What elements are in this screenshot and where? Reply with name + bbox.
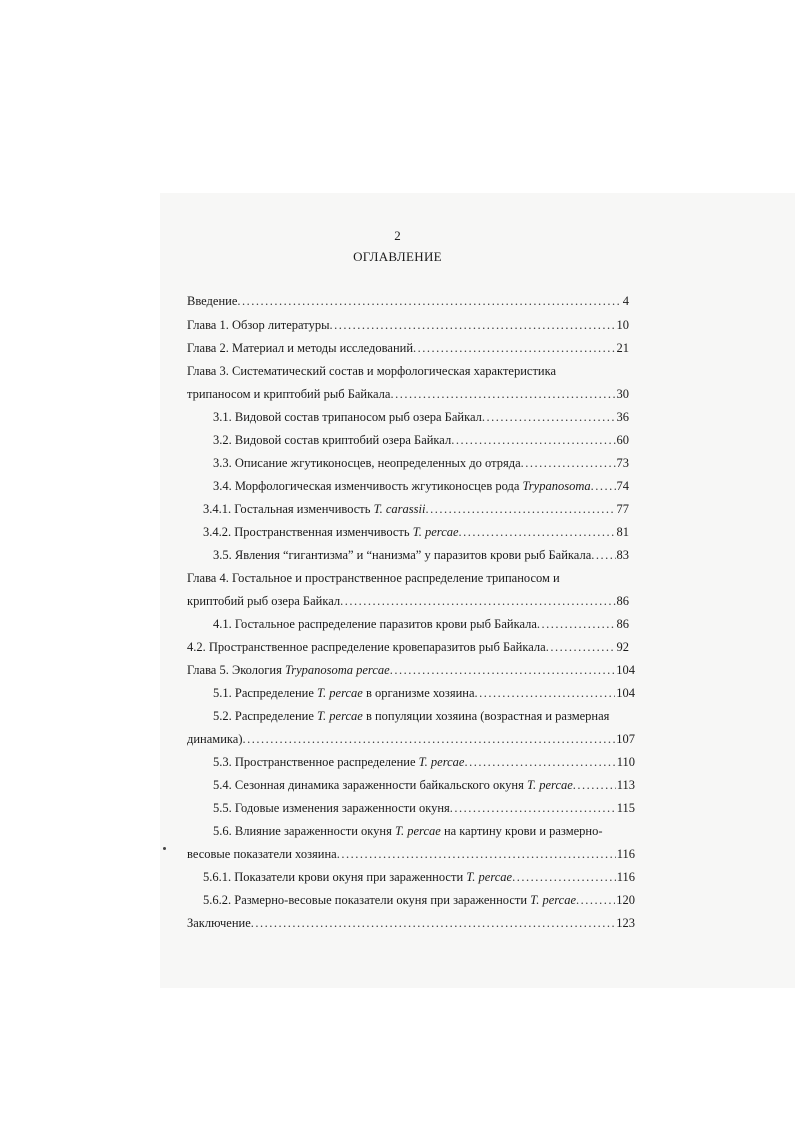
toc-entry-3-1[interactable] [213, 408, 629, 426]
toc-entry-3-4-2[interactable] [203, 523, 629, 541]
toc-entry-title: 3.3. Описание жгутиконосцев, неопределенных до отряда [213, 456, 521, 470]
toc-entry-title: 4.2. Пространственное распределение кровепаразитов рыб Байкала [187, 640, 546, 654]
toc-entry-title: 3.5. Явления “гигантизма” и “нанизма” у паразитов крови рыб Байкала [213, 548, 592, 562]
dot-leader [390, 661, 616, 679]
dot-leader [337, 845, 616, 863]
toc-entry-title: 5.6.1. Показатели крови окуня при зараженности T. percae [203, 870, 513, 884]
toc-entry-page: 83 [616, 548, 629, 562]
dot-leader [591, 546, 615, 564]
toc-entry-5-4[interactable] [213, 776, 635, 794]
toc-entry-title: Глава 2. Материал и методы исследований [187, 341, 414, 355]
toc-entry-title: 3.2. Видовой состав криптобий озера Байкал [213, 433, 452, 447]
toc-entry-page: 115 [616, 801, 635, 815]
toc-entry-5-2[interactable] [213, 707, 635, 725]
toc-entry-chapter-4-cont[interactable] [187, 592, 629, 610]
dot-leader [475, 684, 616, 702]
toc-entry-3-4-1[interactable] [203, 500, 629, 518]
toc-entry-page: 120 [616, 893, 635, 907]
dot-leader [521, 454, 616, 472]
toc-entry-title: трипаносом и криптобий рыб Байкала [187, 387, 391, 401]
toc-entry-title: 5.3. Пространственное распределение T. percae [213, 755, 465, 769]
toc-entry-page: 21 [616, 341, 629, 355]
toc-entry-page: 60 [616, 433, 629, 447]
toc-entry-5-2-cont[interactable] [187, 730, 635, 748]
toc-entry-page: 107 [616, 732, 635, 746]
dot-leader [464, 753, 615, 771]
toc-entry-5-6-cont[interactable] [187, 845, 635, 863]
dot-leader [459, 523, 616, 541]
toc-entry-page: 116 [616, 847, 635, 861]
dot-leader [329, 316, 615, 334]
toc-entry-title: Глава 5. Экология Trypanosoma percae [187, 663, 390, 677]
dot-leader [451, 431, 615, 449]
scan-speck [163, 847, 166, 850]
toc-entry-page: 4 [622, 294, 629, 308]
toc-entry-5-6[interactable] [213, 822, 635, 840]
toc-entry-chapter-1[interactable] [187, 316, 629, 334]
dot-leader [237, 292, 621, 310]
toc-entry-title: Введение [187, 294, 238, 308]
toc-entry-title: Глава 3. Систематический состав и морфологическая характеристика [187, 364, 557, 378]
toc-entry-5-5[interactable] [213, 799, 635, 817]
dot-leader [390, 385, 615, 403]
toc-entry-title: динамика) [187, 732, 243, 746]
toc-entry-5-6-1[interactable] [203, 868, 635, 886]
dot-leader [425, 500, 615, 518]
toc-entry-page: 30 [616, 387, 629, 401]
toc-entry-title: криптобий рыб озера Байкал [187, 594, 341, 608]
toc-entry-page: 110 [616, 755, 635, 769]
toc-entry-page: 10 [616, 318, 629, 332]
toc-entry-chapter-3[interactable] [187, 362, 629, 380]
toc-entry-4-1[interactable] [213, 615, 629, 633]
toc-entry-3-2[interactable] [213, 431, 629, 449]
toc-entry-title: 3.4.1. Гостальная изменчивость T. carassii [203, 502, 426, 516]
toc-entry-page: 113 [616, 778, 635, 792]
dot-leader [450, 799, 616, 817]
dot-leader [413, 339, 615, 357]
dot-leader [512, 868, 616, 886]
toc-entry-introduction[interactable] [187, 292, 629, 310]
dot-leader [591, 477, 616, 495]
toc-entry-5-1[interactable] [213, 684, 635, 702]
dot-leader [546, 638, 616, 656]
dot-leader [537, 615, 616, 633]
toc-entry-title: 4.1. Гостальное распределение паразитов крови рыб Байкала [213, 617, 537, 631]
toc-entry-5-6-2[interactable] [203, 891, 635, 909]
toc-entry-title: 5.5. Годовые изменения зараженности окуня [213, 801, 450, 815]
toc-entry-title: 5.6. Влияние зараженности окуня T. percae на картину крови и размерно- [213, 824, 603, 838]
toc-entry-page: 123 [616, 916, 635, 930]
toc-entry-page: 81 [616, 525, 629, 539]
toc-entry-title: 3.4.2. Пространственная изменчивость T. percae [203, 525, 459, 539]
toc-entry-title: 5.6.2. Размерно-весовые показатели окуня при зараженности T. percae [203, 893, 576, 907]
toc-entry-chapter-5[interactable] [187, 661, 635, 679]
toc-entry-title: 3.4. Морфологическая изменчивость жгутиконосцев рода Trypanosoma [213, 479, 591, 493]
toc-entry-page: 116 [616, 870, 635, 884]
toc-entry-4-2[interactable] [187, 638, 629, 656]
dot-leader [482, 408, 616, 426]
toc-entry-page: 86 [616, 594, 629, 608]
toc-heading: ОГЛАВЛЕНИЕ [353, 249, 442, 264]
toc-entry-conclusion[interactable] [187, 914, 635, 932]
toc-entry-page: 36 [616, 410, 629, 424]
dot-leader [573, 776, 616, 794]
toc-entry-title: 5.1. Распределение T. percae в организме хозяина [213, 686, 475, 700]
toc-entry-page: 104 [616, 663, 635, 677]
toc-entry-title: весовые показатели хозяина [187, 847, 337, 861]
toc-entry-5-3[interactable] [213, 753, 635, 771]
toc-entry-chapter-4[interactable] [187, 569, 629, 587]
toc-entry-page: 74 [616, 479, 629, 493]
toc-entry-3-4[interactable] [213, 477, 629, 495]
toc-entry-3-5[interactable] [213, 546, 629, 564]
toc-entry-page: 73 [616, 456, 629, 470]
toc-entry-page: 104 [616, 686, 635, 700]
toc-entry-title: 5.4. Сезонная динамика зараженности байкальского окуня T. percae [213, 778, 573, 792]
dot-leader [251, 914, 616, 932]
dot-leader [340, 592, 615, 610]
dot-leader [576, 891, 615, 909]
page-number: 2 [394, 228, 401, 243]
toc-entry-title: Глава 1. Обзор литературы [187, 318, 330, 332]
toc-entry-title: 3.1. Видовой состав трипаносом рыб озера Байкал [213, 410, 482, 424]
toc-entry-title: Глава 4. Гостальное и пространственное распределение трипаносом и [187, 571, 560, 585]
toc-entry-page: 86 [616, 617, 629, 631]
toc-entry-title: Заключение [187, 916, 251, 930]
dot-leader [242, 730, 615, 748]
toc-entry-chapter-3-cont[interactable] [187, 385, 629, 403]
toc-entry-chapter-2[interactable] [187, 339, 629, 357]
toc-entry-page: 92 [616, 640, 629, 654]
toc-entry-3-3[interactable] [213, 454, 629, 472]
toc-entry-page: 77 [616, 502, 629, 516]
toc-entry-title: 5.2. Распределение T. percae в популяции хозяина (возрастная и размерная [213, 709, 610, 723]
